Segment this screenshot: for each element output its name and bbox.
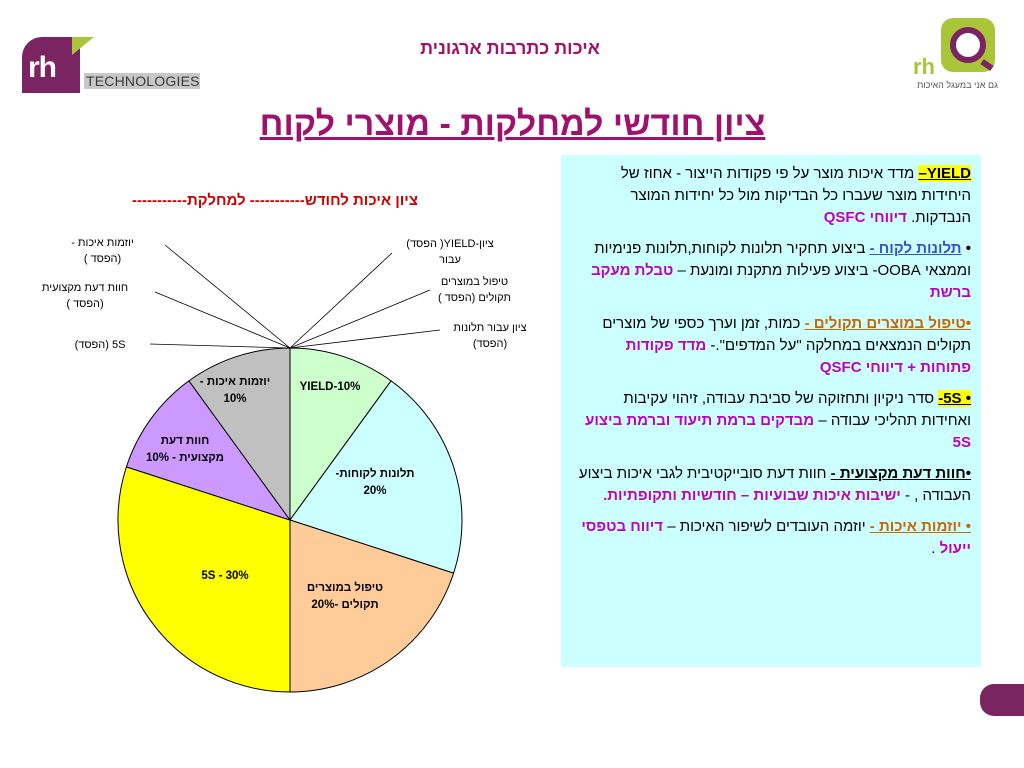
logo-rh-text: rh: [28, 51, 56, 84]
leader-line-initiatives: [165, 245, 290, 348]
def-yield: YIELD– מדד איכות מוצר על פי פקודות הייצור - אחוז של היחידות מוצר שעברו כל הבדיקות מול כל יחידות המוצר הנבדקות. דיווחי QSFC: [620, 165, 971, 226]
logo-slogan: גם אני במעגל האיכות: [917, 80, 998, 90]
corner-tab: [980, 684, 1024, 716]
logo-technologies-text: TECHNOLOGIES: [86, 73, 200, 89]
callout-defective: טיפול במוצרים תקולים (הפסד ): [437, 276, 512, 304]
slice-label-defective: טיפול במוצרים תקולים -20%: [306, 582, 384, 611]
callout-complaints: ציון עבור תלונות (הפסד): [453, 322, 527, 350]
def-professional: •חוות דעת מקצועית - חוות דעת סובייקטיבית לגבי איכות ביצוע העבודה , - ישיבות איכות שבועיות – חודשיות ותקופתיות.: [578, 465, 971, 504]
definitions-panel: [561, 155, 981, 667]
callout-yield: ציון-YIELD( הפסד) עבור: [406, 238, 494, 266]
leader-line-5s: [150, 344, 290, 348]
slice-label-yield: 10%-YIELD: [299, 381, 361, 393]
top-title: איכות כתרבות ארגונית: [420, 38, 600, 58]
slice-label-professional: חוות דעת מקצועית - 10%: [145, 435, 225, 464]
slice-label-initiatives: יוזמות איכות - 10%: [199, 376, 271, 405]
def-5s: • 5S- סדר ניקיון ותחזוקה של סביבת עבודה, זיהוי עקיבות ואחידות תהליכי עבודה – מבדקים ברמת תיעוד וברמת ביצוע 5S: [585, 390, 971, 451]
page-title: ציון חודשי למחלקות - מוצרי לקוח: [259, 105, 766, 143]
callout-initiatives: יוזמות איכות - (הפסד ): [71, 237, 134, 265]
chart-title: ציון איכות לחודש----------- למחלקת-----------: [132, 192, 418, 209]
callout-professional: חוות דעת מקצועית (הפסד ): [41, 282, 129, 310]
def-complaints: • תלונות לקוח - ביצוע תחקיר תלונות לקוחות,תלונות פנימיות וממצאי OOBA- ביצוע פעילות מתקנת ומונעת – טבלת מעקב ברשת: [591, 240, 971, 301]
logo-rh-mark: rh: [913, 54, 935, 79]
slice-label-5s: 30% - 5S: [201, 570, 249, 582]
def-initiatives: • יוזמות איכות - יוזמה העובדים לשיפור האיכות – דיווח בטפסי ייעול .: [581, 518, 971, 557]
leader-line-professional: [155, 292, 290, 348]
callout-5s: 5S (הפסד): [74, 339, 126, 351]
slice-label-complaints: תלונות לקוחות- 20%: [335, 468, 415, 497]
def-defective: •טיפול במוצרים תקולים - כמות, זמן וערך כספי של מוצרים תקולים הנמצאים במחלקה "על המדפים".- מדד פקודות פתוחות + דיווחי QSFC: [602, 315, 971, 376]
